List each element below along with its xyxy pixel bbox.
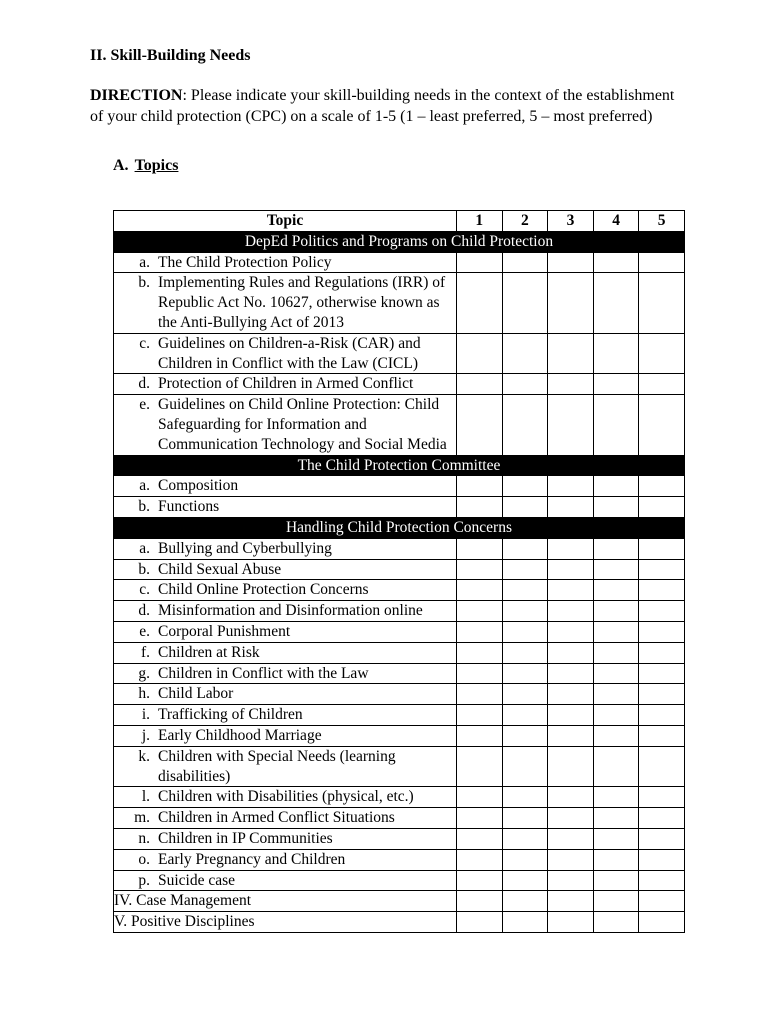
rating-cell-1[interactable] [457, 870, 503, 891]
table-row [114, 725, 685, 746]
header-rating-1: 1 [457, 211, 503, 232]
item-text: Composition [158, 477, 239, 495]
rating-cell-4[interactable] [593, 828, 639, 849]
topic-cell [114, 538, 457, 559]
table-row [114, 642, 685, 663]
group-header-row [114, 455, 685, 476]
rating-cell-4[interactable] [593, 559, 639, 580]
rating-cell-2[interactable] [502, 273, 548, 333]
rating-cell-1[interactable] [457, 497, 503, 518]
rating-cell-4[interactable] [593, 870, 639, 891]
rating-cell-2[interactable] [502, 642, 548, 663]
item-text: Guidelines on Children-a-Risk (CAR) and Children in Conflict with the Law (CICL) [158, 334, 421, 372]
rating-cell-1[interactable] [457, 891, 503, 912]
rating-cell-1[interactable] [457, 705, 503, 726]
rating-cell-5[interactable] [639, 642, 685, 663]
topic-cell [114, 808, 457, 829]
rating-cell-3[interactable] [548, 849, 594, 870]
table-row [114, 374, 685, 395]
rating-cell-2[interactable] [502, 580, 548, 601]
topic-cell [114, 621, 457, 642]
rating-cell-3[interactable] [548, 746, 594, 787]
table-header-row [114, 211, 685, 232]
subsection-title: Topics [134, 157, 179, 174]
table-row [114, 684, 685, 705]
rating-cell-4[interactable] [593, 663, 639, 684]
topic-cell [114, 580, 457, 601]
topic-cell [114, 828, 457, 849]
table-row [114, 476, 685, 497]
table-row [114, 538, 685, 559]
rating-cell-2[interactable] [502, 705, 548, 726]
item-letter: d. [138, 375, 150, 393]
topic-cell [114, 476, 457, 497]
rating-cell-1[interactable] [457, 273, 503, 333]
topic-cell [114, 870, 457, 891]
item-text: Functions [158, 498, 220, 516]
topic-cell [114, 849, 457, 870]
group-title: Handling Child Protection Concerns [114, 517, 685, 538]
direction-label: DIRECTION [90, 87, 183, 104]
rating-cell-4[interactable] [593, 684, 639, 705]
item-text: Child Online Protection Concerns [158, 581, 369, 599]
item-letter: l. [141, 788, 150, 806]
rating-cell-5[interactable] [639, 497, 685, 518]
rating-cell-3[interactable] [548, 601, 594, 622]
rating-cell-2[interactable] [502, 746, 548, 787]
item-letter: d. [138, 602, 150, 620]
topic-cell [114, 746, 457, 787]
table-row [114, 828, 685, 849]
rating-cell-1[interactable] [457, 601, 503, 622]
rating-cell-4[interactable] [593, 395, 639, 455]
header-rating-2: 2 [502, 211, 548, 232]
rating-cell-4[interactable] [593, 476, 639, 497]
rating-cell-2[interactable] [502, 828, 548, 849]
item-text: Children with Special Needs (learning disabilities) [158, 747, 396, 785]
rating-cell-1[interactable] [457, 538, 503, 559]
rating-cell-4[interactable] [593, 746, 639, 787]
topic-cell [114, 374, 457, 395]
rating-cell-5[interactable] [639, 601, 685, 622]
topic-cell [114, 395, 457, 455]
rating-cell-2[interactable] [502, 497, 548, 518]
header-rating-4: 4 [593, 211, 639, 232]
rating-cell-4[interactable] [593, 374, 639, 395]
item-letter: m. [134, 809, 150, 827]
rating-cell-3[interactable] [548, 252, 594, 273]
item-letter: k. [138, 747, 150, 765]
item-text: Implementing Rules and Regulations (IRR) of Republic Act No. 10627, otherwise known as the Anti-Bullying Act of 2013 [158, 274, 446, 331]
rating-cell-5[interactable] [639, 333, 685, 374]
item-letter: a. [139, 253, 150, 271]
group-header-row [114, 231, 685, 252]
rating-cell-3[interactable] [548, 912, 594, 933]
rating-cell-5[interactable] [639, 621, 685, 642]
rating-cell-3[interactable] [548, 333, 594, 374]
item-text: Child Sexual Abuse [158, 560, 282, 578]
item-letter: p. [138, 871, 150, 889]
rating-cell-2[interactable] [502, 374, 548, 395]
table-row [114, 273, 685, 333]
rating-cell-1[interactable] [457, 395, 503, 455]
rating-cell-3[interactable] [548, 684, 594, 705]
rating-cell-4[interactable] [593, 808, 639, 829]
rating-cell-3[interactable] [548, 870, 594, 891]
rating-cell-1[interactable] [457, 746, 503, 787]
rating-cell-1[interactable] [457, 828, 503, 849]
item-text: Children in IP Communities [158, 829, 333, 847]
rating-cell-5[interactable] [639, 849, 685, 870]
topic-cell [114, 601, 457, 622]
topic-cell [114, 497, 457, 518]
rating-cell-4[interactable] [593, 705, 639, 726]
item-letter: e. [139, 622, 150, 640]
rating-cell-5[interactable] [639, 538, 685, 559]
rating-cell-3[interactable] [548, 538, 594, 559]
item-text: Guidelines on Child Online Protection: Child Safeguarding for Information and Communication Technology and Social Media [158, 396, 447, 453]
item-letter: b. [138, 498, 150, 516]
header-topic: Topic [114, 211, 457, 232]
rating-cell-5[interactable] [639, 395, 685, 455]
rating-cell-2[interactable] [502, 663, 548, 684]
topic-cell [114, 787, 457, 808]
rating-cell-2[interactable] [502, 559, 548, 580]
header-rating-5: 5 [639, 211, 685, 232]
rating-cell-4[interactable] [593, 849, 639, 870]
rating-cell-3[interactable] [548, 642, 594, 663]
rating-cell-5[interactable] [639, 476, 685, 497]
rating-cell-3[interactable] [548, 497, 594, 518]
rating-cell-5[interactable] [639, 870, 685, 891]
table-row [114, 621, 685, 642]
rating-cell-2[interactable] [502, 684, 548, 705]
topic-cell [114, 705, 457, 726]
table-row [114, 870, 685, 891]
topic-cell [114, 642, 457, 663]
item-text: Children with Disabilities (physical, etc.) [158, 788, 414, 806]
rating-cell-1[interactable] [457, 725, 503, 746]
item-letter: j. [141, 726, 150, 744]
rating-cell-4[interactable] [593, 621, 639, 642]
item-letter: f. [140, 643, 150, 661]
table-row [114, 912, 685, 933]
rating-cell-5[interactable] [639, 374, 685, 395]
rating-cell-5[interactable] [639, 580, 685, 601]
rating-cell-1[interactable] [457, 663, 503, 684]
rating-cell-3[interactable] [548, 705, 594, 726]
rating-cell-4[interactable] [593, 497, 639, 518]
table-row [114, 849, 685, 870]
item-letter: a. [139, 539, 150, 557]
table-row [114, 891, 685, 912]
rating-cell-4[interactable] [593, 333, 639, 374]
rating-cell-5[interactable] [639, 725, 685, 746]
rating-cell-4[interactable] [593, 580, 639, 601]
table-row [114, 395, 685, 455]
rating-cell-4[interactable] [593, 642, 639, 663]
rating-cell-1[interactable] [457, 684, 503, 705]
rating-cell-1[interactable] [457, 849, 503, 870]
group-title: The Child Protection Committee [114, 455, 685, 476]
rating-cell-5[interactable] [639, 705, 685, 726]
skill-needs-table [113, 210, 685, 933]
rating-cell-2[interactable] [502, 808, 548, 829]
group-title: DepEd Politics and Programs on Child Protection [114, 231, 685, 252]
item-text: Trafficking of Children [158, 706, 303, 724]
rating-cell-3[interactable] [548, 891, 594, 912]
rating-cell-2[interactable] [502, 476, 548, 497]
rating-cell-3[interactable] [548, 476, 594, 497]
rating-cell-1[interactable] [457, 642, 503, 663]
rating-cell-2[interactable] [502, 891, 548, 912]
item-text: Children in Armed Conflict Situations [158, 809, 395, 827]
rating-cell-3[interactable] [548, 663, 594, 684]
rating-cell-2[interactable] [502, 333, 548, 374]
rating-cell-1[interactable] [457, 912, 503, 933]
section-title: II. Skill-Building Needs [90, 47, 251, 64]
item-text: Bullying and Cyberbullying [158, 539, 332, 557]
rating-cell-5[interactable] [639, 808, 685, 829]
item-text: Suicide case [158, 871, 236, 889]
rating-cell-1[interactable] [457, 374, 503, 395]
rating-cell-4[interactable] [593, 252, 639, 273]
topic-cell: IV. Case Management [114, 891, 457, 912]
topic-cell [114, 252, 457, 273]
rating-cell-2[interactable] [502, 395, 548, 455]
rating-cell-5[interactable] [639, 912, 685, 933]
table-row [114, 787, 685, 808]
item-letter: i. [141, 706, 150, 724]
topic-cell [114, 333, 457, 374]
rating-cell-4[interactable] [593, 273, 639, 333]
rating-cell-5[interactable] [639, 828, 685, 849]
item-letter: o. [138, 850, 150, 868]
rating-cell-1[interactable] [457, 559, 503, 580]
rating-cell-5[interactable] [639, 684, 685, 705]
rating-cell-3[interactable] [548, 621, 594, 642]
rating-cell-1[interactable] [457, 808, 503, 829]
rating-cell-5[interactable] [639, 273, 685, 333]
rating-cell-1[interactable] [457, 476, 503, 497]
table-row [114, 333, 685, 374]
item-text: Child Labor [158, 685, 234, 703]
rating-cell-2[interactable] [502, 252, 548, 273]
table-body [114, 231, 685, 932]
rating-cell-5[interactable] [639, 891, 685, 912]
table-row [114, 601, 685, 622]
item-letter: g. [138, 664, 150, 682]
rating-cell-1[interactable] [457, 621, 503, 642]
subsection-heading [113, 157, 178, 175]
item-text: Children in Conflict with the Law [158, 664, 369, 682]
rating-cell-2[interactable] [502, 725, 548, 746]
rating-cell-1[interactable] [457, 252, 503, 273]
table-row [114, 497, 685, 518]
topic-cell [114, 273, 457, 333]
rating-cell-3[interactable] [548, 580, 594, 601]
rating-cell-4[interactable] [593, 538, 639, 559]
rating-cell-4[interactable] [593, 891, 639, 912]
table-row [114, 746, 685, 787]
rating-cell-3[interactable] [548, 273, 594, 333]
rating-cell-1[interactable] [457, 787, 503, 808]
rating-cell-3[interactable] [548, 828, 594, 849]
table-row [114, 252, 685, 273]
rating-cell-3[interactable] [548, 559, 594, 580]
item-letter: e. [139, 396, 150, 414]
topic-cell: V. Positive Disciplines [114, 912, 457, 933]
item-letter: n. [138, 829, 150, 847]
rating-cell-1[interactable] [457, 333, 503, 374]
rating-cell-4[interactable] [593, 912, 639, 933]
item-letter: h. [138, 685, 150, 703]
rating-cell-4[interactable] [593, 601, 639, 622]
rating-cell-3[interactable] [548, 787, 594, 808]
rating-cell-3[interactable] [548, 395, 594, 455]
item-text: Corporal Punishment [158, 622, 291, 640]
rating-cell-3[interactable] [548, 374, 594, 395]
item-text: Protection of Children in Armed Conflict [158, 375, 414, 393]
table-row [114, 559, 685, 580]
topic-cell [114, 684, 457, 705]
table-row [114, 663, 685, 684]
rating-cell-5[interactable] [639, 746, 685, 787]
header-rating-3: 3 [548, 211, 594, 232]
rating-cell-5[interactable] [639, 663, 685, 684]
item-text: The Child Protection Policy [158, 253, 332, 271]
direction-paragraph [90, 85, 690, 127]
item-text: Misinformation and Disinformation online [158, 602, 423, 620]
direction-text: : Please indicate your skill-building needs in the context of the establishment of your child protection (CPC) on a scale of 1-5 (1 – least preferred, 5 – most preferred) [90, 87, 675, 125]
item-text: Children at Risk [158, 643, 260, 661]
item-text: Early Childhood Marriage [158, 726, 322, 744]
table-row [114, 705, 685, 726]
topic-cell [114, 663, 457, 684]
rating-cell-2[interactable] [502, 601, 548, 622]
topic-cell [114, 725, 457, 746]
table-row [114, 580, 685, 601]
item-letter: b. [138, 560, 150, 578]
item-letter: c. [139, 581, 150, 599]
group-header-row [114, 517, 685, 538]
rating-cell-2[interactable] [502, 849, 548, 870]
rating-cell-2[interactable] [502, 787, 548, 808]
rating-cell-4[interactable] [593, 725, 639, 746]
subsection-letter: A. [113, 157, 129, 174]
item-text: Early Pregnancy and Children [158, 850, 346, 868]
rating-cell-2[interactable] [502, 912, 548, 933]
rating-cell-2[interactable] [502, 870, 548, 891]
rating-cell-2[interactable] [502, 621, 548, 642]
rating-cell-5[interactable] [639, 252, 685, 273]
item-letter: b. [138, 274, 150, 292]
rating-cell-3[interactable] [548, 725, 594, 746]
table-row [114, 808, 685, 829]
rating-cell-1[interactable] [457, 580, 503, 601]
topic-cell [114, 559, 457, 580]
rating-cell-2[interactable] [502, 538, 548, 559]
rating-cell-4[interactable] [593, 787, 639, 808]
item-letter: c. [139, 334, 150, 352]
rating-cell-5[interactable] [639, 787, 685, 808]
rating-cell-5[interactable] [639, 559, 685, 580]
rating-cell-3[interactable] [548, 808, 594, 829]
item-letter: a. [139, 477, 150, 495]
